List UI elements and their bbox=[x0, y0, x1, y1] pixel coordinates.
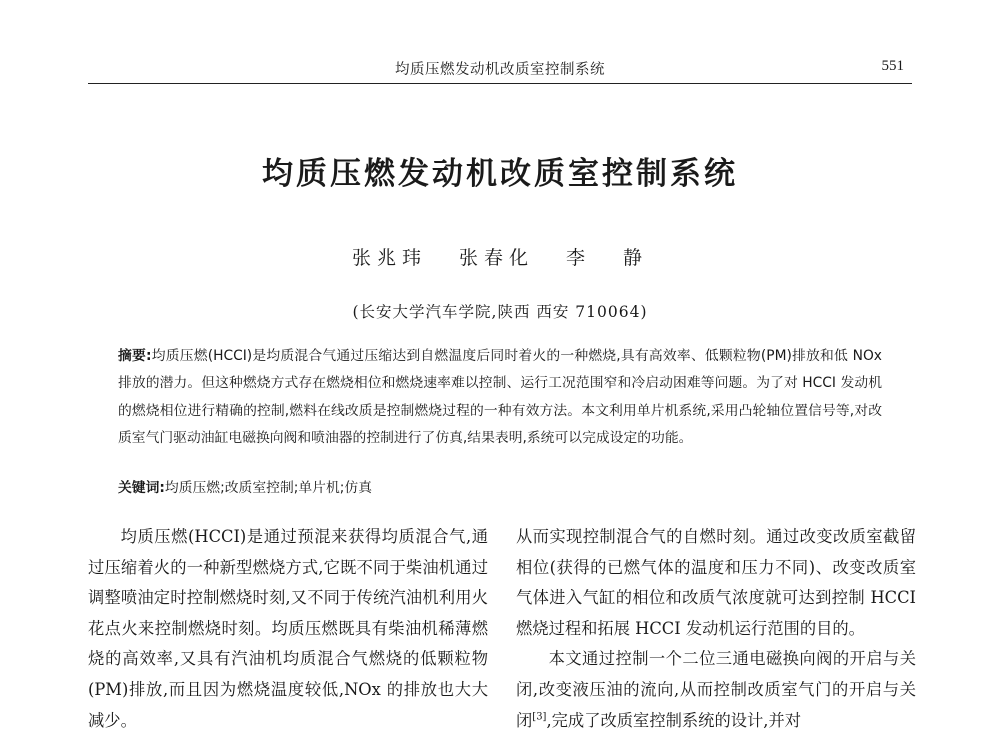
authors: 张兆玮 张春化 李 静 bbox=[351, 247, 649, 269]
abstract-label: 摘要: bbox=[118, 348, 152, 364]
body-column-right bbox=[516, 522, 916, 736]
running-header bbox=[88, 57, 912, 84]
paper-title: 均质压燃发动机改质室控制系统 bbox=[262, 156, 738, 192]
keywords bbox=[118, 475, 882, 502]
affiliation: (长安大学汽车学院,陕西 西安 710064) bbox=[352, 303, 648, 321]
running-title: 均质压燃发动机改质室控制系统 bbox=[395, 62, 605, 78]
body-paragraph bbox=[516, 644, 916, 736]
body-text: 本文通过控制一个二位三通电磁换向阀的开启与关闭,改变液压油的流向,从而控制改质室气门的开启与关闭 bbox=[516, 649, 916, 730]
page-number: 551 bbox=[881, 58, 904, 74]
abstract-text: 均质压燃(HCCI)是均质混合气通过压缩达到自燃温度后同时着火的一种燃烧,具有高效率、低颗粒物(PM)排放和低 NOx 排放的潜力。但这种燃烧方式存在燃烧相位和燃烧速率难以控制、运行工况范围窄和冷启动困难等问题。为了对 HCCI 发动机的燃烧相位进行精确的控制,燃料在线改质是控制燃烧过程的一种有效方法。本文利用单片机系统,采用凸轮轴位置信号等,对改质室气门驱动油缸电磁换向阀和喷油器的控制进行了仿真,结果表明,系统可以完成设定的功能。 bbox=[118, 348, 882, 447]
keywords-label: 关键词: bbox=[118, 480, 165, 496]
body-column-left bbox=[88, 522, 488, 736]
citation-ref[interactable]: [3] bbox=[532, 711, 547, 723]
keywords-text: 均质压燃;改质室控制;单片机;仿真 bbox=[164, 480, 373, 496]
abstract bbox=[118, 343, 882, 453]
body-paragraph: 从而实现控制混合气的自燃时刻。通过改变改质室截留相位(获得的已燃气体的温度和压力不同)、改变改质室气体进入气缸的相位和改质气浓度就可达到控制 HCCI 燃烧过程和拓展 HCCI 发动机运行范围的目的。 bbox=[516, 527, 916, 638]
body-paragraph: 均质压燃(HCCI)是通过预混来获得均质混合气,通过压缩着火的一种新型燃烧方式,它既不同于柴油机通过调整喷油定时控制燃烧时刻,又不同于传统汽油机利用火花点火来控制燃烧时刻。均质压燃既具有柴油机稀薄燃烧的高效率,又具有汽油机均质混合气燃烧的低颗粒物(PM)排放,而且因为燃烧温度较低,NOx 的排放也大大减少。 bbox=[88, 527, 488, 730]
body-text: ,完成了改质室控制系统的设计,并对 bbox=[546, 710, 802, 730]
